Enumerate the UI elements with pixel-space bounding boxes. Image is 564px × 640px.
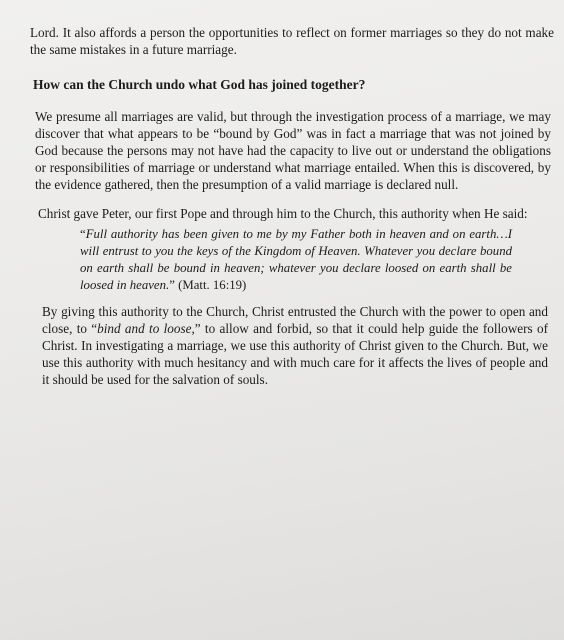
- authority-text-part1: By giving this authority to the Church, Christ entrusted the Church with the power to open and close, to “: [42, 304, 548, 336]
- authority-emphasis: bind and to loose,: [97, 321, 195, 336]
- intro-paragraph: Lord. It also affords a person the opportunities to reflect on former marriages so they do not make the same mistakes in a future marriage.: [30, 25, 554, 57]
- valid-marriage-paragraph: We presume all marriages are valid, but through the investigation process of a marriage, we may discover that what appears to be “bound by God” was in fact a marriage that was not joined by God because the persons may not have had the capacity to live out or understand the obligations or responsibilities of marriage or understand what marriage entailed. When this is discovered, by the evidence gathered, then the presumption of a valid marriage is declared null.: [35, 109, 551, 192]
- authority-paragraph: [42, 303, 548, 388]
- quote-text: Full authority has been given to me by my Father both in heaven and on earth…I will entrust to you the keys of the Kingdom of Heaven. Whatever you declare bound on earth shall be bound in heaven; whatever you declare loosed on earth shall be loosed in heaven.: [80, 227, 512, 292]
- quote-open-mark: “: [80, 227, 86, 241]
- christ-authority-intro: Christ gave Peter, our first Pope and through him to the Church, this authority when He said:: [38, 206, 528, 221]
- section-heading: How can the Church undo what God has joined together?: [33, 77, 366, 92]
- quote-citation: ” (Matt. 16:19): [169, 278, 247, 292]
- authority-text-part2: ” to allow and forbid, so that it could help guide the followers of Christ. In investigating a marriage, we use this authority of Christ given to the Church. But, we use this authority with much hesitancy and with much care for it affects the lives of people and it should be used for the salvation of souls.: [42, 321, 548, 387]
- scripture-quote: [80, 226, 512, 294]
